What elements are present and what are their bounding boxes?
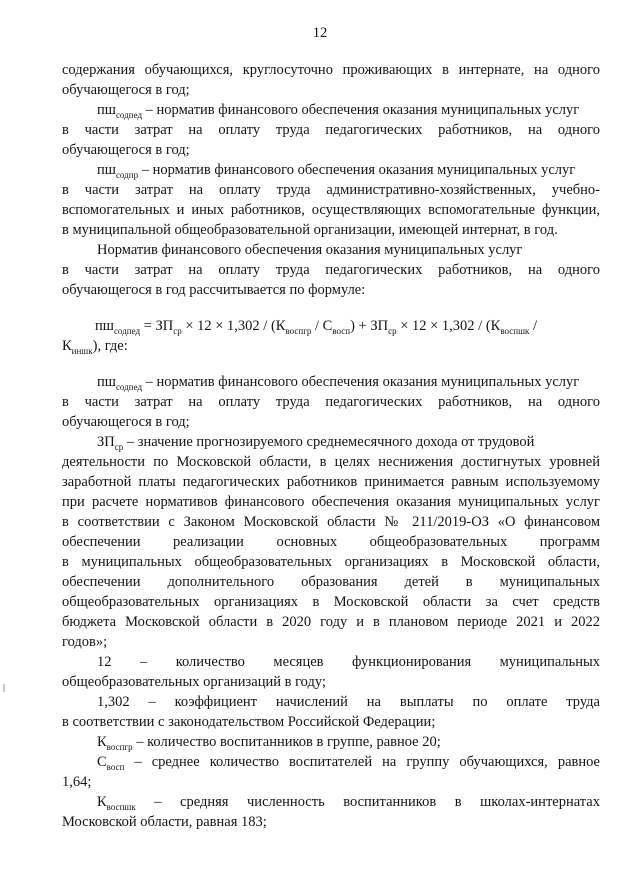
text-line-p6-l2 [62, 453, 600, 471]
text-run: обучающегося в год; [62, 414, 190, 430]
text-line-p6-l4 [62, 493, 600, 511]
text-line-p4-l1 [97, 241, 522, 259]
text-line-p9-l1 [97, 733, 441, 751]
text-line-p5-l3 [62, 413, 190, 431]
text-run: / С [311, 318, 333, 334]
text-run: вспомогательных и иных работников, осуществляющих вспомогательные функции, [62, 202, 600, 218]
text-line-p5-l2 [62, 393, 600, 411]
text-run: – норматив финансового обеспечения оказания муниципальных услуг [142, 102, 580, 118]
text-line-p11-l1 [97, 793, 600, 811]
subscript: восп [106, 761, 125, 772]
text-line-p3-l1 [97, 161, 575, 179]
text-run: обучающегося в год; [62, 142, 190, 158]
text-line-p2-l3 [62, 141, 190, 159]
subscript: содпед [115, 381, 143, 392]
text-run: – значение прогнозируемого среднемесячного дохода от трудовой [123, 434, 535, 450]
text-line-f-l2 [62, 337, 128, 355]
text-run: / [529, 318, 538, 334]
text-line-p6-l8 [62, 573, 600, 591]
text-line-p6-l1 [97, 433, 534, 451]
text-line-p7-l1 [97, 653, 600, 671]
scan-mark [3, 684, 5, 692]
text-run: – средняя численность воспитанников в школах-интернатах [135, 794, 600, 810]
text-run: С [97, 754, 107, 770]
text-run: ), где: [92, 338, 128, 354]
text-run: при расчете нормативов финансового обеспечения оказания муниципальных услуг [62, 494, 600, 510]
text-run: бюджета Московской области в 2020 году и в плановом периоде 2021 и 2022 [62, 614, 600, 630]
text-line-p3-l2 [62, 181, 600, 199]
text-line-p2-l2 [62, 121, 600, 139]
text-run: в муниципальных общеобразовательных организациях в Московской области, [62, 554, 600, 570]
text-run: заработной платы педагогических работников принимается равным используемому [62, 474, 600, 490]
text-run: – норматив финансового обеспечения оказания муниципальных услуг [142, 374, 580, 390]
text-run: – норматив финансового обеспечения оказания муниципальных услуг [138, 162, 576, 178]
text-line-p6-l11 [62, 633, 107, 651]
text-line-p1-l1 [62, 61, 600, 79]
text-run: обучающегося в год; [62, 82, 190, 98]
text-run: годов»; [62, 634, 108, 650]
subscript: воспшк [106, 801, 136, 812]
text-line-p6-l6 [62, 533, 600, 551]
subscript: воспгр [285, 325, 312, 336]
text-run: ) + ЗП [350, 318, 389, 334]
text-run: пш [97, 162, 116, 178]
text-line-p4-l2 [62, 261, 600, 279]
text-line-f-l1 [95, 317, 537, 335]
text-line-p1-l2 [62, 81, 190, 99]
text-line-p2-l1 [97, 101, 579, 119]
text-run: пш [97, 374, 116, 390]
text-line-p6-l5 [62, 513, 600, 531]
text-line-p6-l7 [62, 553, 600, 571]
subscript: иншк [71, 345, 93, 356]
text-run: × 12 × 1,302 / (К [396, 318, 501, 334]
text-run: деятельности по Московской области, в целях неснижения достигнутых уровней [62, 454, 600, 470]
text-line-p11-l2 [62, 813, 267, 831]
subscript: содпед [115, 109, 143, 120]
subscript: воспшк [500, 325, 530, 336]
text-line-p4-l3 [62, 281, 365, 299]
text-run: – среднее количество воспитателей на группу обучающихся, равное [124, 754, 600, 770]
text-run: в части затрат на оплату труда административно-хозяйственных, учебно- [62, 182, 600, 198]
text-line-p6-l10 [62, 613, 600, 631]
subscript: содпед [113, 325, 141, 336]
text-run: в части затрат на оплату труда педагогических работников, на одного [62, 122, 600, 138]
subscript: восп [332, 325, 351, 336]
text-run: в муниципальной общеобразовательной организации, имеющей интернат, в год. [62, 222, 558, 238]
text-line-p3-l3 [62, 201, 600, 219]
text-run: в соответствии с Законом Московской области № 211/2019-ОЗ «О финансовом [62, 514, 600, 530]
text-run: К [97, 794, 107, 810]
text-run: 1,302 – коэффициент начислений на выплаты по оплате труда [97, 694, 600, 710]
text-run: × 12 × 1,302 / (К [181, 318, 286, 334]
text-run: Норматив финансового обеспечения оказания муниципальных услуг [97, 242, 523, 258]
text-run: содержания обучающихся, круглосуточно проживающих в интернате, на одного [62, 62, 600, 78]
text-line-p5-l1 [97, 373, 579, 391]
text-run: К [62, 338, 72, 354]
text-run: в части затрат на оплату труда педагогических работников, на одного [62, 394, 600, 410]
text-run: общеобразовательных организаций в году; [62, 674, 326, 690]
text-run: в соответствии с законодательством Российской Федерации; [62, 714, 436, 730]
subscript: содпр [115, 169, 139, 180]
text-line-p10-l2 [62, 773, 91, 791]
text-run: обеспечении реализации основных общеобразовательных программ [62, 534, 600, 550]
text-run: обеспечении дополнительного образования детей в муниципальных [62, 574, 600, 590]
subscript: ср [388, 325, 397, 336]
text-run: в части затрат на оплату труда педагогических работников, на одного [62, 262, 600, 278]
text-run: обучающегося в год рассчитывается по формуле: [62, 282, 366, 298]
text-run: 1,64; [62, 774, 92, 790]
text-run: пш [97, 102, 116, 118]
text-run: = ЗП [140, 318, 174, 334]
text-run: 12 – количество месяцев функционирования муниципальных [97, 654, 600, 670]
text-line-p10-l1 [97, 753, 600, 771]
text-line-p8-l2 [62, 713, 435, 731]
subscript: ср [173, 325, 182, 336]
page-number: 12 [312, 25, 328, 41]
text-line-p6-l3 [62, 473, 600, 491]
text-line-p7-l2 [62, 673, 326, 691]
text-run: общеобразовательных организациях в Московской области за счет средств [62, 594, 600, 610]
text-run: Московской области, равная 183; [62, 814, 267, 830]
subscript: воспгр [106, 741, 133, 752]
text-run: пш [95, 318, 114, 334]
text-line-p3-l4 [62, 221, 558, 239]
text-run: – количество воспитанников в группе, равное 20; [132, 734, 441, 750]
text-line-p8-l1 [97, 693, 600, 711]
subscript: ср [114, 441, 124, 452]
text-line-p6-l9 [62, 593, 600, 611]
text-run: ЗП [97, 434, 115, 450]
text-run: К [97, 734, 107, 750]
